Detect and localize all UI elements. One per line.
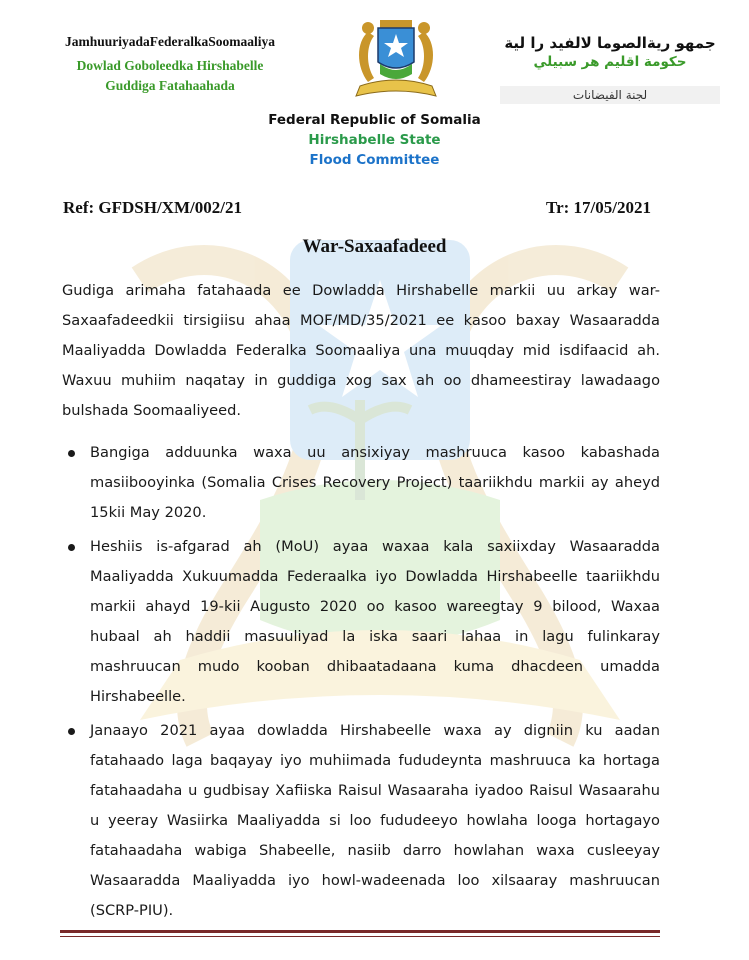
list-item	[62, 716, 660, 926]
header-left-block	[40, 34, 300, 94]
bullet-text: Janaayo 2021 ayaa dowladda Hirshabeelle waxa ay digniin ku aadan fatahaado laga baqayay iyo muhiimada fududeynta mashruuca ka hortaga fatahaadaha u gudbisay Xafiiska Raisul Wasaaraha iyadoo Raisul Wasaarahu u yeeray Wasiirka Maaliyadda si loo fududeeyo howlaha looga hortagayo fatahaadaha wabiga Shabeelle, nasiib darro howlahan waxa cusleeyay Wasaaradda Maaliyadda iyo howl-wadeenada loo xilsaaray mashruucan (SCRP-PIU).	[90, 722, 660, 919]
document-date: Tr: 17/05/2021	[546, 198, 651, 217]
reference-number: Ref: GFDSH/XM/002/21	[63, 198, 242, 217]
bullet-list	[62, 438, 660, 926]
list-item	[62, 438, 660, 528]
bullet-icon	[68, 728, 75, 735]
somalia-coat-of-arms-icon	[346, 12, 446, 104]
document-title: War-Saxaafadeed	[302, 236, 447, 257]
bullet-text: Heshiis is-afgarad ah (MoU) ayaa waxaa kala saxiixday Wasaaradda Maaliyadda Xukuumadda Federaalka iyo Dowladda Hirshabeelle taariikhdu markii ahayd 19-kii Augusto 2020 oo kasoo wareegtay 9 bilood, Waxaa hubaal ah haddii masuuliyad la iska saari lahaa in lagu fulinkaray mashruucan mudo kooban dhibaatadaana kuma dhacdeen umadda Hirshabeelle.	[90, 538, 660, 705]
header-center-line3: Flood Committee	[309, 152, 440, 168]
bullet-text: Bangiga adduunka waxa uu ansixiyay mashruuca kasoo kabashada masiibooyinka (Somalia Crises Recovery Project) taariikhdu markii ay aheyd 15kii May 2020.	[90, 444, 660, 521]
intro-paragraph: Gudiga arimaha fatahaada ee Dowladda Hirshabelle markii uu arkay war-Saxaafadeedkii tirsigiisu ahaa MOF/MD/35/2021 ee kasoo baxay Wasaaradda Maaliyadda Dowladda Federalka Soomaaliya una muuqday mid isdifaacid ah. Waxuu muhiim naqatay in guddiga xog sax ah oo dhameestiray lawadaago bulshada Soomaaliyeed.	[62, 282, 660, 419]
document-body	[62, 276, 660, 930]
header-left-line1: JamhuuriyadaFederalkaSoomaaliya	[64, 34, 275, 49]
header-right-line2: حكومة اقليم هر سبيلي	[533, 54, 687, 70]
header-right-line1: جمهو ريةالصوما لالفيد را لية	[504, 34, 716, 52]
header-left-line2: Dowlad Goboleedka Hirshabelle	[76, 58, 264, 73]
footer-rule-thick	[60, 930, 660, 933]
header-center-block	[0, 112, 749, 168]
header-right-line3: لجنة الفيضانات	[500, 86, 720, 104]
list-item	[62, 532, 660, 712]
header-left-line3: Guddiga Fatahaahada	[105, 78, 235, 93]
bullet-icon	[68, 544, 75, 551]
header-right-block	[500, 34, 720, 104]
header-center-line2: Hirshabelle State	[308, 132, 441, 148]
header-center-line1: Federal Republic of Somalia	[268, 112, 481, 128]
footer-rule-thin	[60, 936, 660, 937]
bullet-icon	[68, 450, 75, 457]
